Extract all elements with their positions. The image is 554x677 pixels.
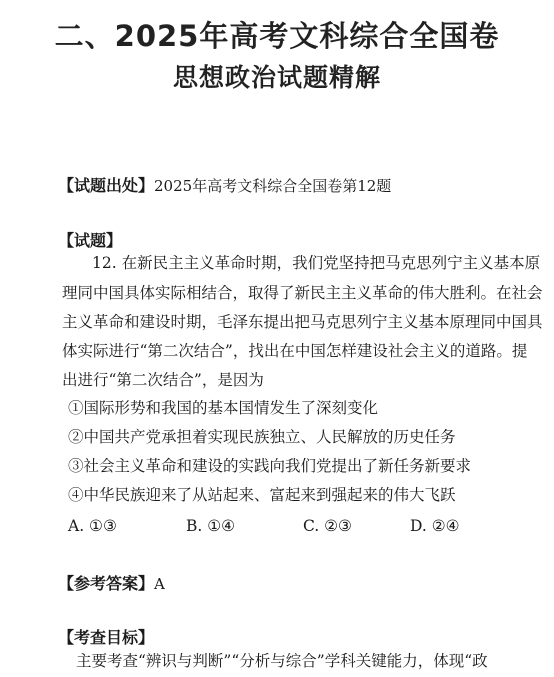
statement-item: ②中国共产党承担着实现民族独立、人民解放的历史任务 — [68, 428, 456, 446]
document-title-line1: 二、2025年高考文科综合全国卷 — [54, 19, 500, 53]
question-stem-line: 主义革命和建设时期，毛泽东提出把马克思列宁主义基本原理同中国具 — [62, 313, 543, 331]
source-text: 2025年高考文科综合全国卷第12题 — [154, 177, 392, 195]
option-b: B. ①④ — [186, 517, 236, 535]
answer-section — [58, 571, 165, 594]
objective-text: 主要考查“辨识与判断”“分析与综合”学科关键能力，体现“政 — [76, 652, 488, 670]
question-stem-line: 12. 在新民主主义革命时期，我们党坚持把马克思列宁主义基本原 — [92, 254, 541, 272]
answer-value: A — [154, 575, 165, 593]
option-c: C. ②③ — [303, 517, 352, 535]
source-section — [58, 173, 391, 196]
option-d: D. ②④ — [410, 517, 460, 535]
objective-label: 【考查目标】 — [58, 628, 155, 647]
statement-item: ④中华民族迎来了从站起来、富起来到强起来的伟大飞跃 — [68, 486, 456, 504]
question-label: 【试题】 — [58, 231, 123, 250]
question-stem-line: 理同中国具体实际相结合，取得了新民主主义革命的伟大胜利。在社会 — [62, 284, 543, 302]
source-label: 【试题出处】 — [58, 176, 155, 195]
answer-label: 【参考答案】 — [58, 574, 155, 593]
statement-item: ①国际形势和我国的基本国情发生了深刻变化 — [68, 399, 379, 417]
document-title-line2: 思想政治试题精解 — [172, 63, 381, 92]
statement-item: ③社会主义革命和建设的实践向我们党提出了新任务新要求 — [68, 457, 472, 475]
question-stem-line: 出进行“第二次结合”，是因为 — [62, 371, 264, 389]
option-a: A. ①③ — [68, 517, 117, 535]
question-stem-line: 体实际进行“第二次结合”，找出在中国怎样建设社会主义的道路。提 — [62, 342, 528, 360]
